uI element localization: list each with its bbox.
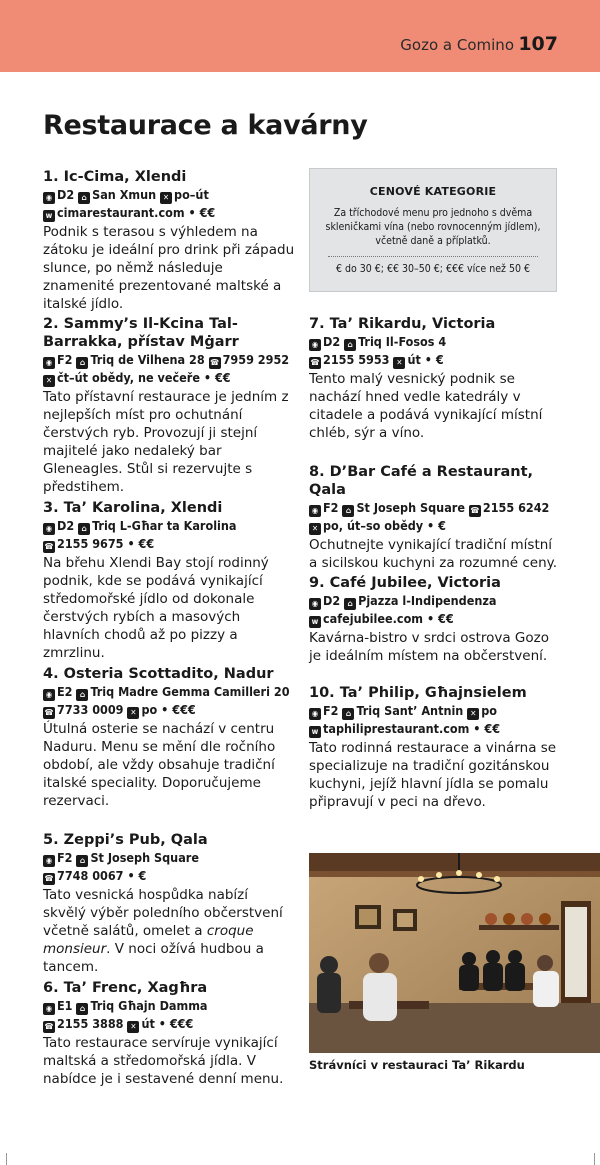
crop-mark: [6, 1153, 7, 1165]
address-icon: ⌂: [78, 192, 90, 204]
entry-2: [43, 315, 295, 496]
entry-1: [43, 168, 295, 313]
entry-description: Ochutnejte vynikající tradiční místní a sicilskou kuchyni za rozumné ceny.: [309, 537, 558, 571]
address-icon: ⌂: [76, 357, 88, 369]
closed-icon: ✕: [309, 523, 321, 535]
web-icon: w: [43, 210, 55, 222]
entry-meta-2: ☎ 2155 3888 ✕ út • €€€: [44, 1016, 194, 1031]
address-icon: ⌂: [78, 523, 90, 535]
entry-description: Útulná osterie se nachází v centru Naduru. Menu se mění dle ročního období, ale vždy obsahuje tradiční italské speciality. Doporučujeme rezervaci.: [43, 721, 276, 809]
entry-title: 7. Ta’ Rikardu, Victoria: [309, 316, 496, 332]
closed-icon: ✕: [467, 708, 479, 720]
entry-5: [43, 831, 295, 976]
map-pin-icon: ◉: [43, 523, 55, 535]
map-pin-icon: ◉: [309, 505, 321, 517]
entry-meta: ◉ E2 ⌂ Triq Madre Gemma Camilleri 20 ☎ 7733 0009 ✕ po • €€€: [44, 684, 290, 717]
entry-meta: ◉ D2 ⌂ Pjazza l-Indipendenza: [309, 592, 561, 610]
entry-description: Na břehu Xlendi Bay stojí rodinný podnik, kde se podává vynikající středomořské jídlo od dokonale čerstvých rybích a masových hlavních chodů až po pizzy a zmrzlinu.: [43, 555, 269, 661]
entry-meta: ◉ E1 ⌂ Triq Għajn Damma: [43, 997, 295, 1015]
entry-title: 10. Ta’ Philip, Għajnsielem: [309, 685, 527, 701]
entry-title: 4. Osteria Scottadito, Nadur: [43, 666, 274, 682]
website-link[interactable]: cimarestaurant.com: [57, 205, 185, 220]
web-icon: w: [309, 726, 321, 738]
address-icon: ⌂: [76, 689, 88, 701]
entry-description: Podnik s terasou s výhledem na zátoku je ideální pro drink při západu slunce, po němž následuje znamenité prezentované maltské a italské jídlo.: [43, 224, 295, 312]
entry-meta-2: ☎ 2155 5953 ✕ út • €: [310, 352, 444, 367]
section-title: Gozo a Comino: [400, 36, 514, 54]
entry-meta-2: w cafejubilee.com • €€: [309, 610, 561, 628]
map-pin-icon: ◉: [43, 192, 55, 204]
header-bar: [0, 0, 600, 72]
entry-meta-2: w taphiliprestaurant.com • €€: [309, 720, 561, 738]
entry-9: [309, 574, 561, 665]
closed-icon: ✕: [393, 357, 405, 369]
map-pin-icon: ◉: [43, 357, 55, 369]
phone-icon: ☎: [210, 358, 220, 367]
restaurant-photo: [309, 853, 600, 1053]
entry-meta: ◉ F2 ⌂ Triq Sant’ Antnin ✕ po: [309, 702, 561, 720]
map-pin-icon: ◉: [43, 1003, 55, 1015]
phone-icon: ☎: [44, 1022, 54, 1031]
phone-icon: ☎: [44, 542, 54, 551]
address-icon: ⌂: [76, 1003, 88, 1015]
entry-description: Tato vesnická hospůdka nabízí skvělý výběr poledního občerstvení včetně salátů, omelet a croque monsieur. V noci ožívá hudbou a tancem.: [43, 887, 283, 975]
entry-meta: ◉ F2 ⌂ Triq de Vilhena 28 ☎ 7959 2952 ✕ čt–út obědy, ne večeře • €€: [43, 351, 295, 387]
entry-meta: ◉ D2 ⌂ San Xmun ✕ po–út: [43, 186, 295, 204]
web-icon: w: [309, 616, 321, 628]
website-link[interactable]: taphiliprestaurant.com: [323, 721, 470, 736]
entry-meta-2: ☎ 2155 9675 • €€: [44, 536, 155, 551]
entry-title: 1. Ic-Cima, Xlendi: [43, 169, 187, 185]
price-box-divider: [328, 256, 538, 257]
closed-icon: ✕: [160, 192, 172, 204]
photo-caption: Strávníci v restauraci Ta’ Rikardu: [309, 1058, 525, 1072]
address-icon: ⌂: [76, 855, 88, 867]
address-icon: ⌂: [344, 339, 356, 351]
entry-3: [43, 499, 295, 662]
entry-title: 8. D’Bar Café a Restaurant, Qala: [309, 464, 534, 498]
entry-description: Tato rodinná restaurace a vinárna se specializuje na tradiční gozitánskou kuchyni, jejíž hlavní jídla se pomalu připravují v peci na dřevo.: [309, 740, 557, 810]
map-pin-icon: ◉: [309, 598, 321, 610]
entry-meta: ◉ D2 ⌂ Triq L-Għar ta Karolina: [43, 517, 295, 535]
entry-meta-2: ☎ 7748 0067 • €: [44, 868, 147, 883]
address-icon: ⌂: [344, 598, 356, 610]
phone-icon: ☎: [470, 506, 480, 515]
entry-meta: ◉ F2 ⌂ St Joseph Square ☎ 2155 6242 ✕ po, út–so obědy • €: [309, 499, 561, 535]
entry-meta-2: w cimarestaurant.com • €€: [43, 204, 295, 222]
page-number: 107: [518, 33, 558, 55]
website-link[interactable]: cafejubilee.com: [323, 611, 424, 626]
price-box-title: CENOVÉ KATEGORIE: [369, 185, 497, 198]
page-title: Restaurace a kavárny: [43, 110, 368, 141]
map-pin-icon: ◉: [309, 708, 321, 720]
phone-icon: ☎: [44, 708, 54, 717]
map-pin-icon: ◉: [43, 855, 55, 867]
price-box-legend: € do 30 €; €€ 30–50 €; €€€ více než 50 €: [336, 263, 530, 275]
entry-title: 5. Zeppi’s Pub, Qala: [43, 832, 208, 848]
closed-icon: ✕: [127, 1021, 139, 1033]
price-box-description: Za tříchodové menu pro jednoho s dvěma skleničkami vína (nebo rovnocenným jídlem), včetně daně a příplatků.: [325, 207, 541, 247]
entry-6: [43, 979, 295, 1088]
address-icon: ⌂: [342, 505, 354, 517]
entry-title: 3. Ta’ Karolina, Xlendi: [43, 500, 223, 516]
map-pin-icon: ◉: [43, 689, 55, 701]
phone-icon: ☎: [44, 874, 54, 883]
entry-title: 2. Sammy’s Il-Kcina Tal-Barrakka, přístav Mġarr: [43, 316, 239, 350]
entry-8: [309, 463, 561, 572]
crop-mark: [594, 1153, 595, 1165]
entry-7: [309, 315, 561, 442]
map-pin-icon: ◉: [309, 339, 321, 351]
phone-icon: ☎: [310, 358, 320, 367]
entry-4: [43, 665, 295, 810]
entry-title: 9. Café Jubilee, Victoria: [309, 575, 501, 591]
entry-title: 6. Ta’ Frenc, Xagħra: [43, 980, 208, 996]
closed-icon: ✕: [43, 375, 55, 387]
entry-10: [309, 684, 561, 811]
entry-description: Kavárna-bistro v srdci ostrova Gozo je ideálním místem na občerstvení.: [309, 630, 549, 664]
entry-description: Tato přístavní restaurace je jedním z nejlepších míst pro ochutnání čerstvých ryb. Provozují ji stejní majitelé jako nedaleký bar Gleneagles. Stůl si rezervujte s předstihem.: [43, 389, 289, 495]
restaurant-interior-illustration: [309, 853, 600, 1053]
address-icon: ⌂: [342, 708, 354, 720]
price-category-box: [309, 168, 557, 292]
entry-description: Tento malý vesnický podnik se nachází hned vedle katedrály v citadele a podává vynikající místní chléb, sýr a víno.: [309, 371, 543, 441]
entry-description: Tato restaurace servíruje vynikající maltská a středomořská jídla. V nabídce je i sestavené denní menu.: [43, 1035, 284, 1087]
closed-icon: ✕: [127, 707, 139, 719]
entry-meta: ◉ F2 ⌂ St Joseph Square: [43, 849, 295, 867]
entry-meta: ◉ D2 ⌂ Triq Il-Fosos 4: [309, 333, 561, 351]
